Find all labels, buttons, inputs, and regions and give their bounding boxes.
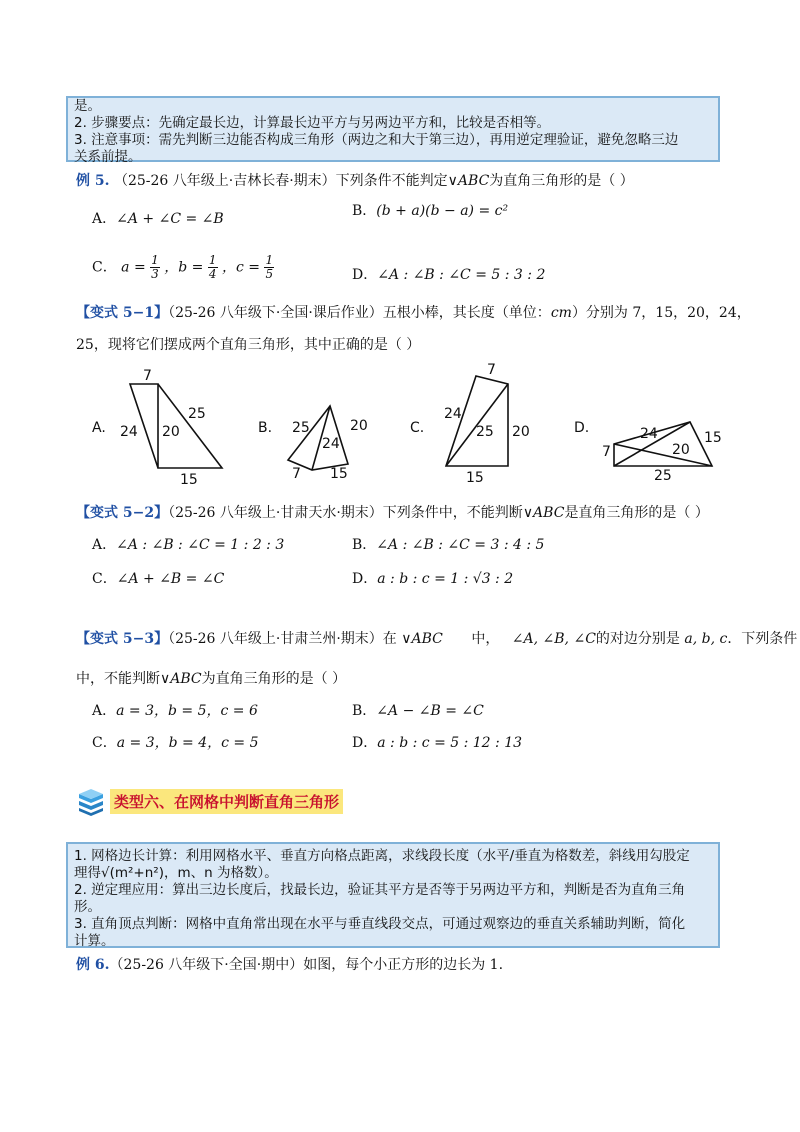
triangle-symbol: ∨ABC xyxy=(447,173,490,189)
figure-b-number: 20 xyxy=(350,418,368,434)
variant-label: 【变式 5−2】 xyxy=(76,505,169,521)
option-a[interactable] xyxy=(92,208,224,228)
tips-box-1 xyxy=(66,96,720,165)
question-text: 25，现将它们摆成两个直角三角形，其中正确的是（ ） xyxy=(76,337,421,353)
figure-a-number: 15 xyxy=(180,472,198,488)
question-text: （25-26 八年级下·全国·课后作业）五根小棒，其长度（单位： xyxy=(168,305,551,321)
question-text: 的对边分别是 xyxy=(595,631,680,647)
figure-d xyxy=(614,422,712,466)
tips-line: 3. 直角顶点判断：网格中直角常出现在水平与垂直线段交点，可通过观察边的垂直关系辅助判断，简化 xyxy=(74,916,686,932)
figure-c-number: 15 xyxy=(466,470,484,486)
tips-line: 理得√(m²+n²)，m、n 为格数）。 xyxy=(74,865,278,881)
option-a[interactable]: A．a = 3，b = 5，c = 6 xyxy=(92,703,258,719)
tips-line: 2. 逆定理应用：算出三边长度后，找最长边，验证其平方是否等于另两边平方和，判断是否为直角三角 xyxy=(74,882,686,898)
question-text: （25-26 八年级上·甘肃天水·期末）下列条件中，不能判断 xyxy=(168,505,523,521)
fraction: $\frac{1}{5}$ xyxy=(265,253,274,281)
figure-b-number: 24 xyxy=(322,436,340,452)
figure-a-number: 20 xyxy=(162,424,180,440)
figure-label[interactable]: B. xyxy=(258,420,273,436)
figure-a-number: 25 xyxy=(188,406,206,422)
tips-line: 1. 网格边长计算：利用网格水平、垂直方向格点距离，求线段长度（水平/垂直为格数差，斜线用勾股定 xyxy=(74,848,690,864)
books-stack-icon xyxy=(76,786,106,816)
option-b[interactable]: B．∠A − ∠B = ∠C xyxy=(352,703,484,719)
figure-d-number: 15 xyxy=(704,430,722,446)
option-label: D． xyxy=(352,267,378,283)
sides: a, b, c xyxy=(684,631,728,647)
question-text: 为直角三角形的是（ ） xyxy=(201,671,347,687)
tips-line: 计算。 xyxy=(74,933,115,949)
figure-b-number: 25 xyxy=(292,420,310,436)
option-label: B． xyxy=(352,203,377,219)
figure-c-number: 20 xyxy=(512,424,530,440)
option-a[interactable]: A．∠A : ∠B : ∠C = 1 : 2 : 3 xyxy=(92,537,285,553)
question-text: 为直角三角形的是（ ） xyxy=(489,173,634,189)
option-text: ∠A : ∠B : ∠C = 5 : 3 : 2 xyxy=(377,267,546,283)
option-b[interactable] xyxy=(352,200,508,220)
option-c[interactable]: C．∠A + ∠B = ∠C xyxy=(92,571,225,587)
fraction: $\frac{1}{3}$ xyxy=(151,253,159,281)
option-d[interactable]: D．a : b : c = 5 : 12 : 13 xyxy=(352,735,523,751)
question-text: 是直角三角形的是（ ） xyxy=(564,505,709,521)
option-b[interactable]: B．∠A : ∠B : ∠C = 3 : 4 : 5 xyxy=(352,537,545,553)
option-d[interactable] xyxy=(352,264,545,284)
question-text: （25-26 八年级下·全国·期中）如图，每个小正方形的边长为 1. xyxy=(109,957,504,973)
example-5-stem xyxy=(76,170,634,190)
variant-5-1-stem-cont xyxy=(76,334,420,354)
option-label: A． xyxy=(92,211,117,227)
figure-a-number: 24 xyxy=(120,424,138,440)
figure-d-number: 20 xyxy=(672,442,690,458)
option-c[interactable]: C．a = 3，b = 4，c = 5 xyxy=(92,735,259,751)
figure-b-number: 15 xyxy=(330,466,348,482)
unit: cm xyxy=(550,305,572,321)
section-header xyxy=(76,784,343,818)
question-text: （25-26 八年级上·吉林长春·期末）下列条件不能判定 xyxy=(113,173,448,189)
option-text: ，b = xyxy=(164,259,204,276)
figure-c-number: 25 xyxy=(476,424,494,440)
example-label: 例 6. xyxy=(76,957,110,973)
triangle-symbol: ∨ABC xyxy=(401,631,443,647)
tips-box-2 xyxy=(66,842,720,948)
figure-label[interactable]: C. xyxy=(410,420,425,436)
question-text: ．下列条件 xyxy=(727,631,798,647)
figure-c-number: 7 xyxy=(487,362,496,378)
variant-5-3-stem xyxy=(76,628,797,648)
figure-label[interactable]: A. xyxy=(92,420,106,436)
variant-label: 【变式 5−3】 xyxy=(76,631,169,647)
option-text: (b + a)(b − a) = c² xyxy=(376,203,509,219)
option-text: ，c = xyxy=(221,259,260,276)
option-text: a = xyxy=(121,259,146,276)
figure-label[interactable]: D. xyxy=(574,420,590,436)
option-d[interactable]: D．a : b : c = 1 : √3 : 2 xyxy=(352,571,514,587)
tips-line: 形。 xyxy=(74,899,101,915)
triangle-symbol: ∨ABC xyxy=(522,505,565,521)
option-label: C． xyxy=(92,259,117,276)
angles: ∠A, ∠B, ∠C xyxy=(511,631,596,647)
figure-d-number: 7 xyxy=(602,444,611,460)
figure-d-number: 25 xyxy=(654,468,672,484)
tips-line: 2. 步骤要点：先确定最长边，计算最长边平方与另两边平方和，比较是否相等。 xyxy=(74,115,551,131)
tips-line: 3. 注意事项：需先判断三边能否构成三角形（两边之和大于第三边），再用逆定理验证，避免忽略三边 xyxy=(74,132,679,148)
section-title: 类型六、在网格中判断直角三角形 xyxy=(110,789,343,814)
example-label: 例 5. xyxy=(76,173,110,189)
option-text: ∠A + ∠C = ∠B xyxy=(116,211,224,227)
option-c[interactable] xyxy=(92,254,274,281)
stick-figures xyxy=(0,360,800,490)
variant-5-2-stem xyxy=(76,502,709,522)
tips-line: 是。 xyxy=(74,98,101,114)
example-6-stem xyxy=(76,954,503,974)
figure-d-number: 24 xyxy=(640,426,658,442)
question-text: ）分别为 7，15，20，24， xyxy=(571,305,751,321)
variant-5-1-stem xyxy=(76,302,751,322)
question-text: （25-26 八年级上·甘肃兰州·期末）在 xyxy=(168,631,397,647)
variant-label: 【变式 5−1】 xyxy=(76,305,169,321)
triangle-symbol: ∨ABC xyxy=(160,671,202,687)
tips-line: 关系前提。 xyxy=(74,149,142,165)
figure-c-number: 24 xyxy=(444,406,462,422)
figure-b-number: 7 xyxy=(292,466,301,482)
question-text: 中， xyxy=(471,631,500,647)
variant-5-3-stem-cont xyxy=(76,668,346,688)
figure-a-number: 7 xyxy=(143,368,152,384)
question-text: 中，不能判断 xyxy=(76,671,160,687)
fraction: $\frac{1}{4}$ xyxy=(208,253,217,281)
